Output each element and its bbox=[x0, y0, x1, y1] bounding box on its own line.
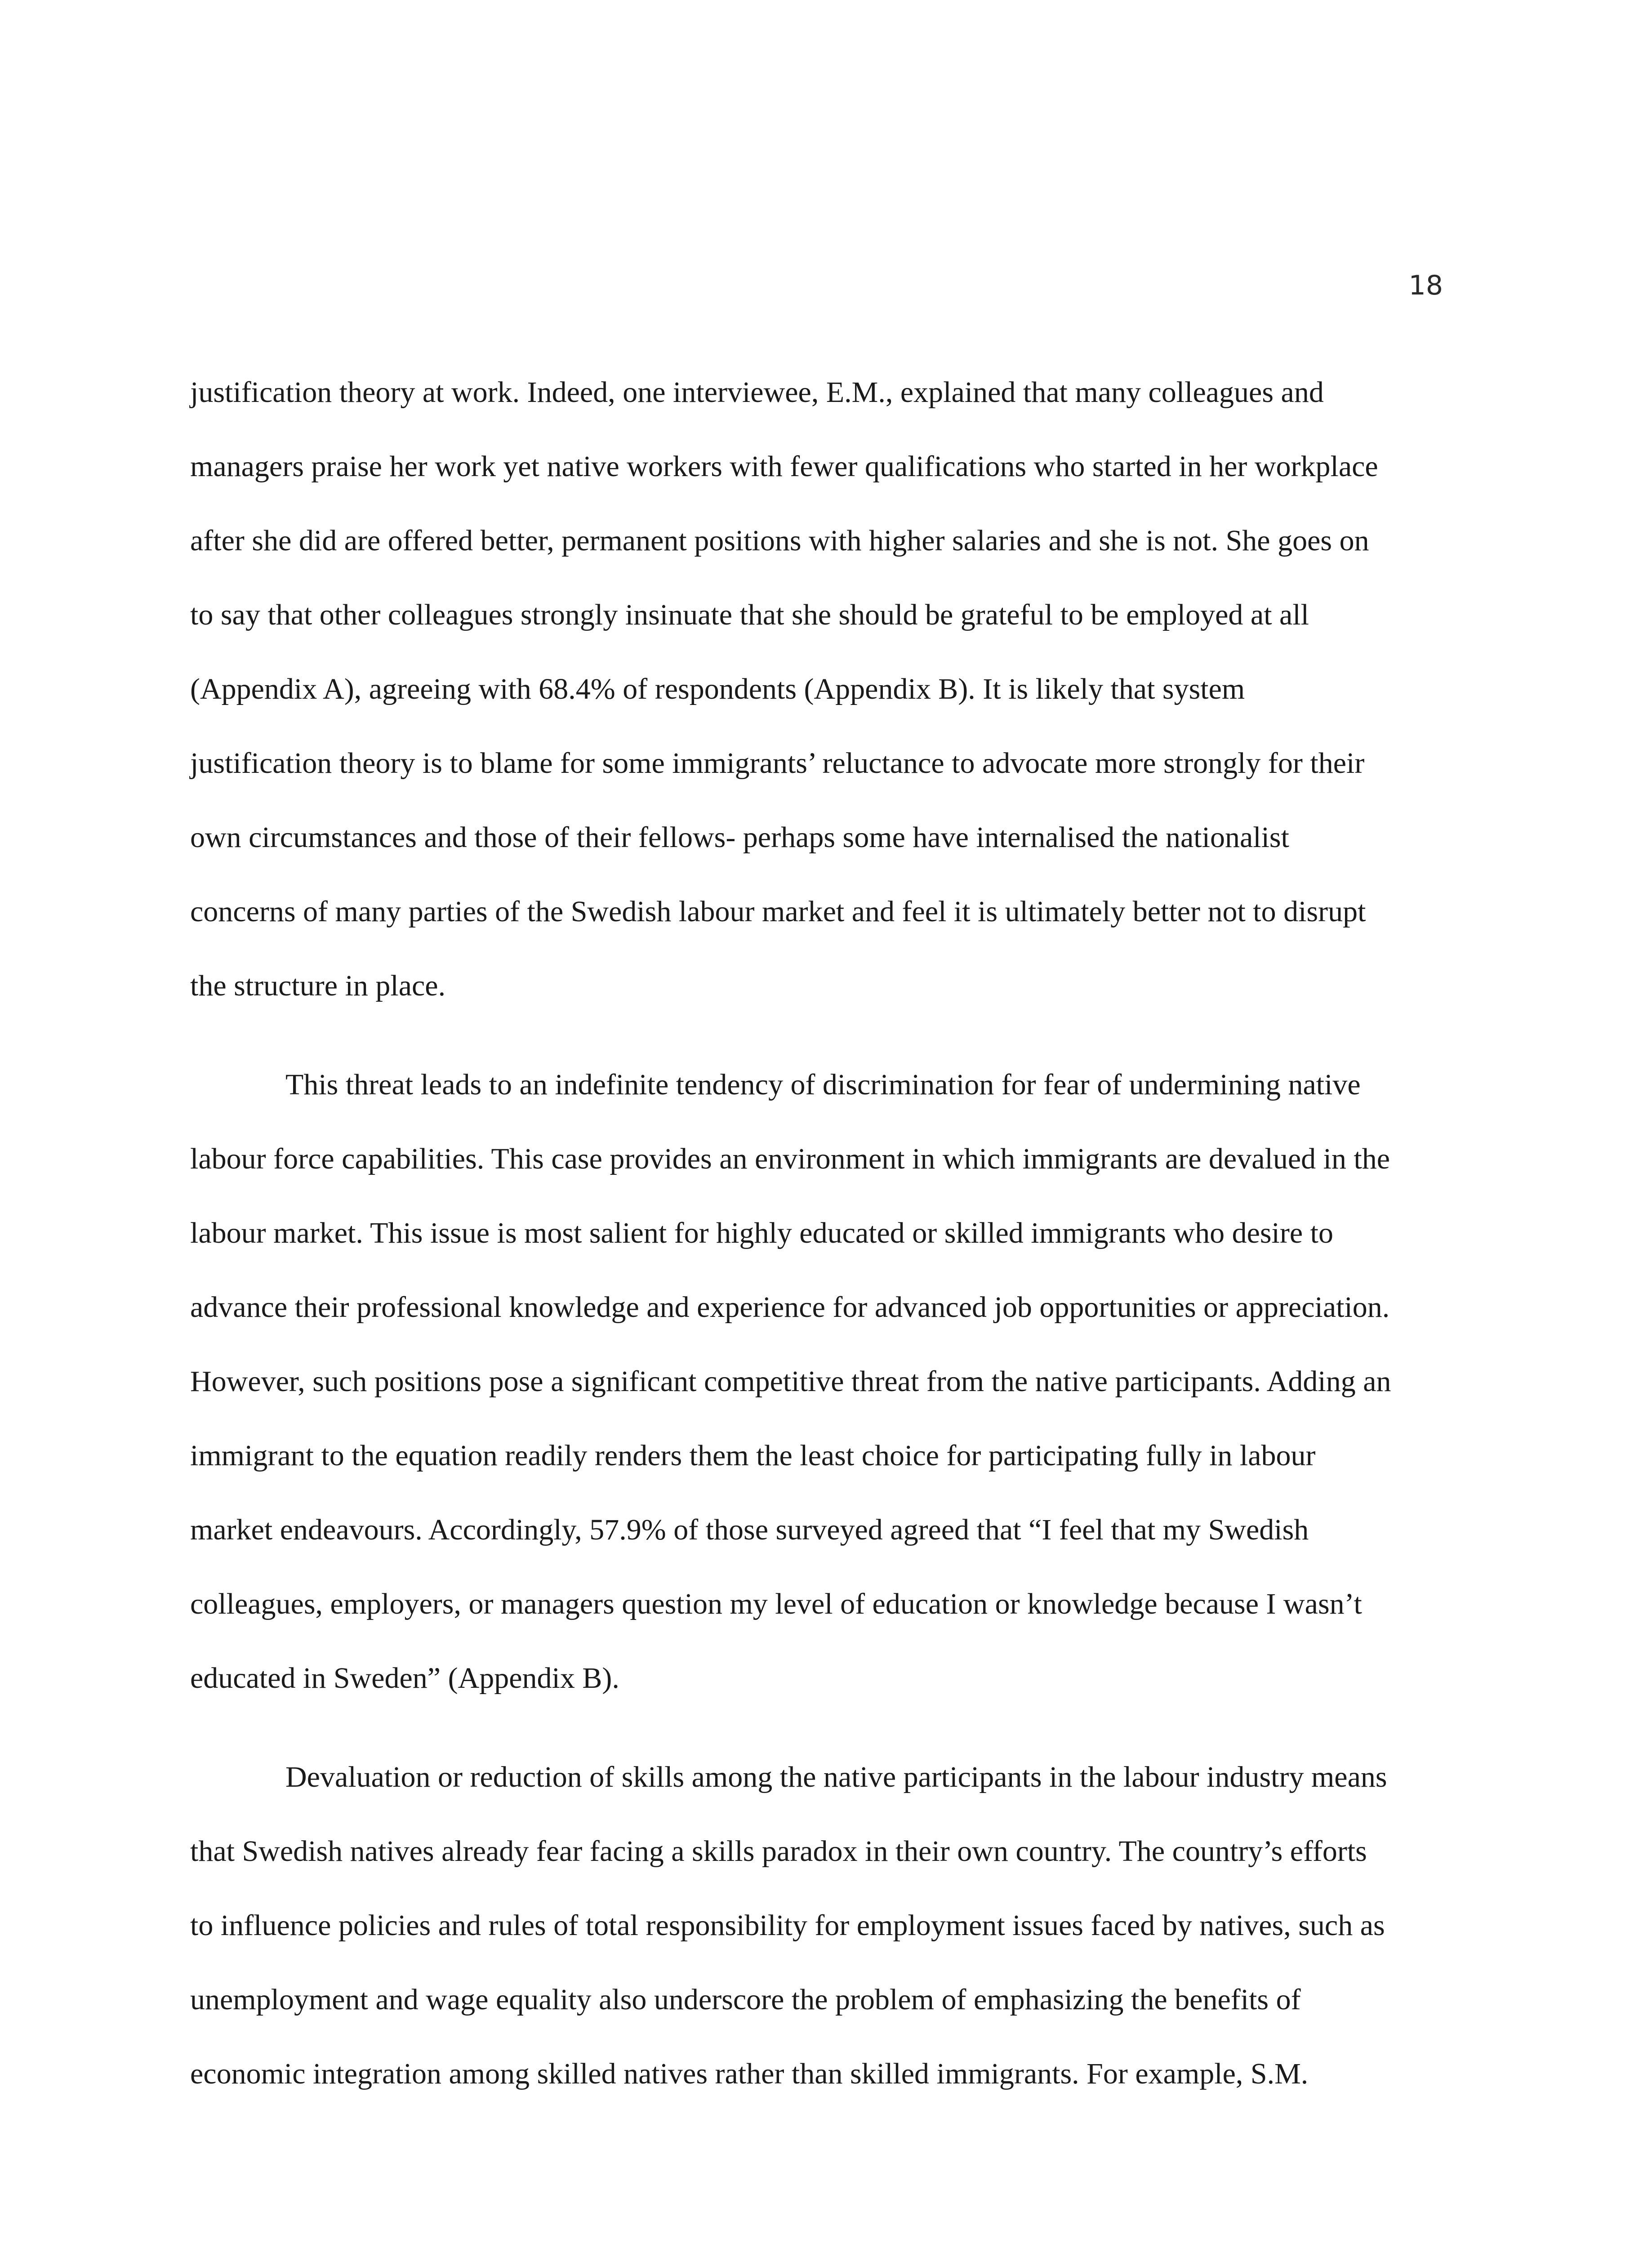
page-number: 18 bbox=[1408, 270, 1443, 301]
paragraph-2 bbox=[190, 1048, 1494, 1715]
paragraph-3 bbox=[190, 1740, 1494, 2111]
text-line: to influence policies and rules of total responsibility for employment issues faced by natives, such as bbox=[190, 1909, 1385, 1942]
text-line: educated in Sweden” (Appendix B). bbox=[190, 1662, 619, 1695]
text-line: advance their professional knowledge and experience for advanced job opportunities or appreciation. bbox=[190, 1291, 1390, 1324]
text-line: unemployment and wage equality also underscore the problem of emphasizing the benefits of bbox=[190, 1983, 1301, 2016]
text-line: (Appendix A), agreeing with 68.4% of respondents (Appendix B). It is likely that system bbox=[190, 673, 1245, 705]
text-line: market endeavours. Accordingly, 57.9% of those surveyed agreed that “I feel that my Swedish bbox=[190, 1513, 1309, 1546]
text-line: to say that other colleagues strongly insinuate that she should be grateful to be employed at all bbox=[190, 598, 1309, 631]
text-line: colleagues, employers, or managers question my level of education or knowledge because I wasn’t bbox=[190, 1588, 1362, 1620]
text-line: after she did are offered better, permanent positions with higher salaries and she is not. She goes on bbox=[190, 524, 1369, 557]
text-line: labour market. This issue is most salient for highly educated or skilled immigrants who desire to bbox=[190, 1217, 1333, 1249]
text-line: However, such positions pose a significant competitive threat from the native participants. Adding an bbox=[190, 1365, 1391, 1398]
text-line: justification theory is to blame for some immigrants’ reluctance to advocate more strongly for their bbox=[190, 747, 1365, 780]
text-line: justification theory at work. Indeed, one interviewee, E.M., explained that many colleagues and bbox=[190, 376, 1324, 409]
text-line: economic integration among skilled natives rather than skilled immigrants. For example, S.M. bbox=[190, 2057, 1309, 2090]
text-line: that Swedish natives already fear facing a skills paradox in their own country. The country’s efforts bbox=[190, 1835, 1367, 1868]
text-line: managers praise her work yet native workers with fewer qualifications who started in her workplace bbox=[190, 450, 1378, 483]
body-text bbox=[190, 355, 1494, 2111]
text-line: labour force capabilities. This case provides an environment in which immigrants are devalued in the bbox=[190, 1142, 1390, 1175]
text-line: Devaluation or reduction of skills among the native participants in the labour industry means bbox=[285, 1761, 1387, 1793]
paragraph-1 bbox=[190, 355, 1494, 1023]
text-line: This threat leads to an indefinite tendency of discrimination for fear of undermining native bbox=[285, 1068, 1361, 1101]
text-line: own circumstances and those of their fellows- perhaps some have internalised the nationalist bbox=[190, 821, 1289, 854]
text-line: immigrant to the equation readily renders them the least choice for participating fully in labour bbox=[190, 1439, 1316, 1472]
text-line: concerns of many parties of the Swedish labour market and feel it is ultimately better not to disrupt bbox=[190, 895, 1366, 928]
text-line: the structure in place. bbox=[190, 969, 446, 1002]
